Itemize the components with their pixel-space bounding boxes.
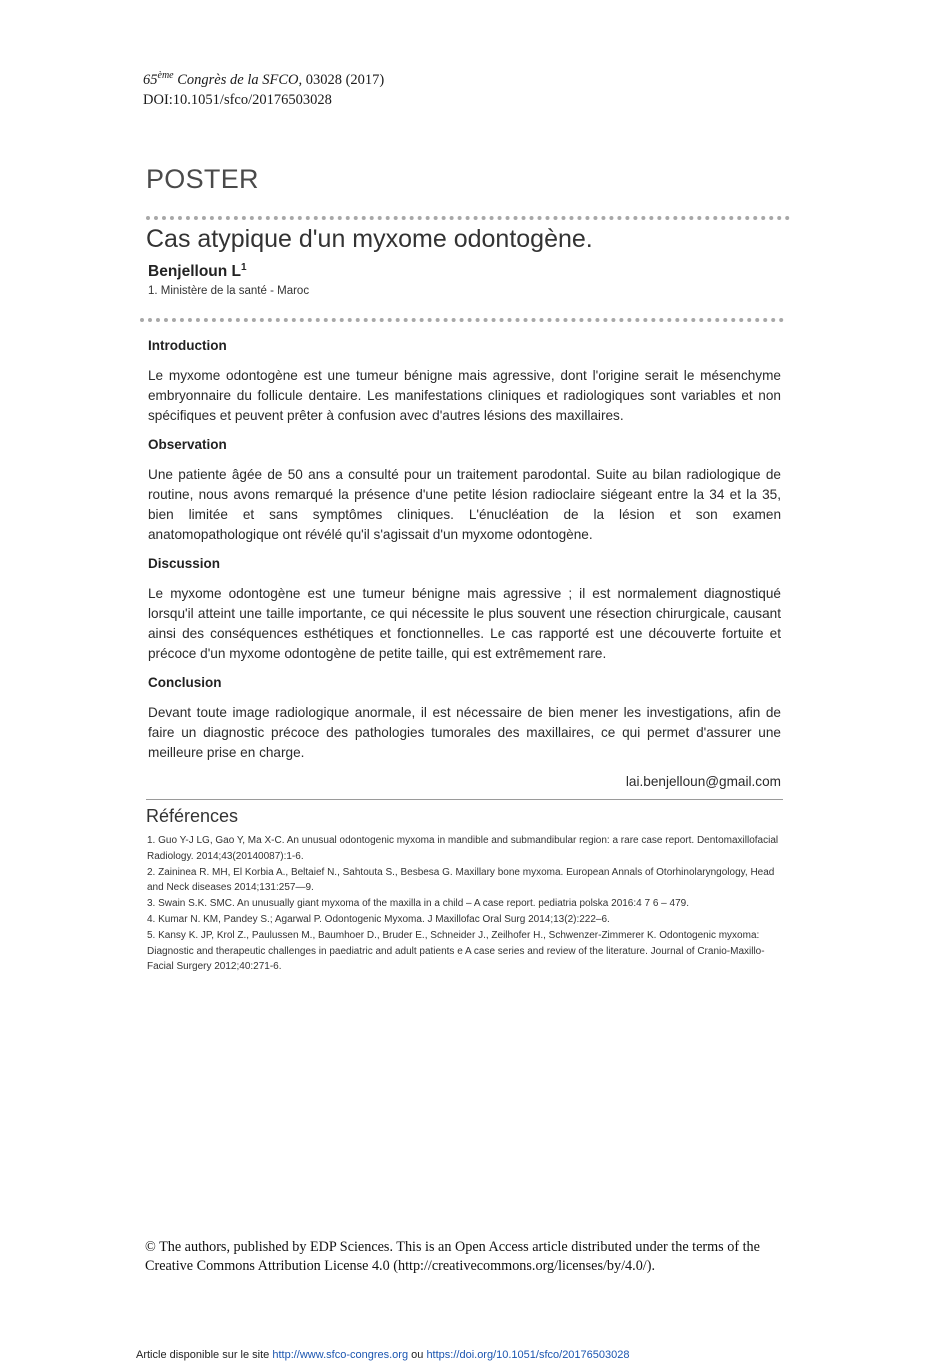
reference-item: 5. Kansy K. JP, Krol Z., Paulussen M., Baumhoer D., Bruder E., Schneider J., Zeilhofer H., Schwenzer-Zimmerer K. Odontogenic myxoma: Diagnostic and therapeutic challenges in paediatric and adult patients e A case series and review of the literature. Journal of Cranio-Maxillo-Facial Surgery 2012;40:271-6. [147, 929, 765, 973]
introduction-text: Le myxome odontogène est une tumeur bénigne mais agressive, dont l'origine serait le mésenchyme embryonnaire du follicule dentaire. Les manifestations cliniques et radiologiques sont variables et non spécifiques et peuvent prêter à confusion avec d'autres lésions des maxillaires. [148, 368, 781, 423]
references-heading: Références [146, 806, 239, 826]
footer-link-doi[interactable]: https://doi.org/10.1051/sfco/20176503028 [426, 1349, 630, 1361]
observation-heading: Observation [148, 437, 227, 452]
conference-number: 65 [143, 72, 158, 88]
author-email[interactable]: lai.benjelloun@gmail.com [625, 774, 781, 789]
observation-text: Une patiente âgée de 50 ans a consulté pour un traitement parodontal. Suite au bilan radiologique de routine, nous avons remarqué la présence d'une petite lésion radioclaire siégeant entre la 34 et la 35, bien limitée et sans symptômes cliniques. L'énucléation de la lésion et son examen anatomopathologique ont révélé qu'il s'agissait d'un myxome odontogène. [148, 467, 781, 542]
conference-number-suffix: ème [157, 70, 174, 81]
footer-prefix: Article disponible sur le site [136, 1349, 273, 1361]
references-divider [146, 799, 783, 800]
doi: DOI:10.1051/sfco/20176503028 [143, 92, 332, 108]
reference-item: 3. Swain S.K. SMC. An unusually giant myxoma of the maxilla in a child – A case report. pediatria polska 2016:4 7 6 – 479. [147, 898, 689, 910]
reference-item: 2. Zaininea R. MH, El Korbia A., Beltaief N., Sahtouta S., Besbesa G. Maxillary bone myxoma. European Annals of Otorhinolaryngology, Head and Neck diseases 2014;131:257—9. [147, 866, 775, 894]
conclusion-text: Devant toute image radiologique anormale, il est nécessaire de bien mener les investigations, afin de faire un diagnostic précoce des pathologies tumorales des maxillaires, ce qui permet d'assurer une meilleure prise en charge. [148, 705, 781, 760]
discussion-heading: Discussion [148, 556, 221, 571]
footer-middle: ou [408, 1349, 427, 1361]
affiliation: 1. Ministère de la santé - Maroc [148, 285, 310, 297]
license-notice: © The authors, published by EDP Sciences. This is an Open Access article distributed under the terms of the Creative Commons Attribution License 4.0 (http://creativecommons.org/licenses/by/4.0/). [145, 1239, 760, 1274]
conference-reference: 03028 (2017) [302, 72, 385, 88]
author-affiliation-marker: 1 [241, 262, 247, 273]
footer-link-site[interactable]: http://www.sfco-congres.org [272, 1349, 409, 1361]
conference-name: Congrès de la SFCO, [173, 72, 303, 88]
section-label: POSTER [146, 164, 259, 194]
footer [136, 1349, 630, 1361]
reference-item: 4. Kumar N. KM, Pandey S.; Agarwal P. Odontogenic Myxoma. J Maxillofac Oral Surg 2014;13(2):222–6. [147, 913, 610, 925]
reference-item: 1. Guo Y-J LG, Gao Y, Ma X-C. An unusual odontogenic myxoma in mandible and submandibular region: a rare case report. Dentomaxillofacial Radiology. 2014;43(20140087):1-6. [147, 835, 779, 862]
conclusion-heading: Conclusion [148, 675, 222, 690]
author [148, 263, 247, 281]
dotted-divider-bottom [140, 318, 784, 322]
article-title: Cas atypique d'un myxome odontogène. [146, 225, 593, 253]
author-name: Benjelloun L [148, 263, 241, 280]
discussion-text: Le myxome odontogène est une tumeur bénigne mais agressive ; il est normalement diagnostiqué lorsqu'il atteint une taille importante, ce qui nécessite le plus souvent une résection chirurgicale, causant ainsi des conséquences esthétiques et fonctionnelles. Le cas rapporté est une découverte fortuite et précoce d'un myxome odontogène de petite taille, qui est extrêmement rare. [148, 586, 781, 661]
references-list [147, 833, 787, 975]
introduction-heading: Introduction [148, 338, 227, 353]
conference-citation [143, 72, 384, 89]
dotted-divider-top [146, 216, 790, 220]
